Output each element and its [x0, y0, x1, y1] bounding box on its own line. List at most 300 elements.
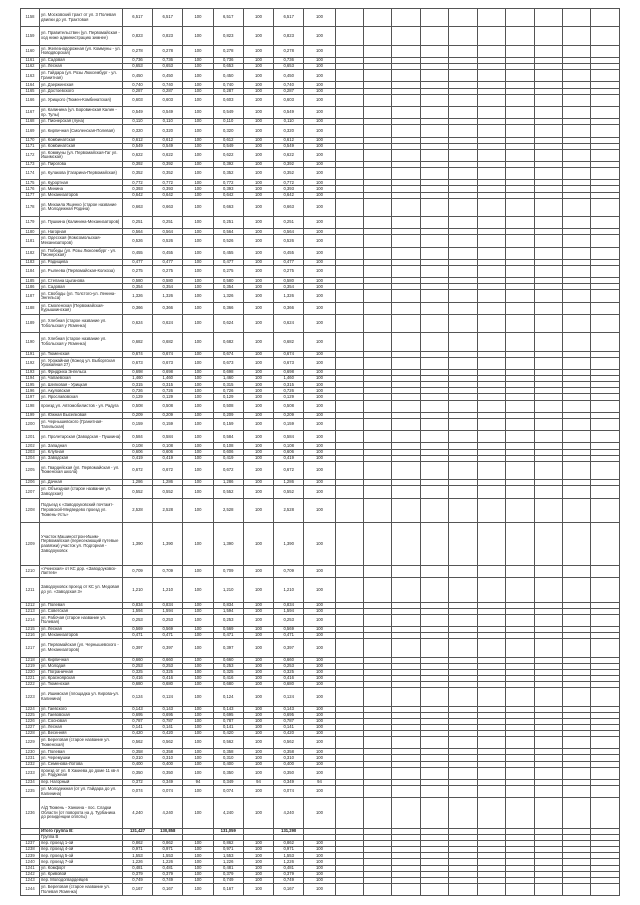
- empty-cell: [335, 94, 363, 106]
- empty-cell: [449, 431, 477, 443]
- cell-a: 0,682: [122, 333, 152, 351]
- cell-a: 0,564: [122, 229, 152, 235]
- table-row: [21, 247, 620, 259]
- empty-cell: [364, 125, 392, 137]
- cell-f: 0,663: [274, 198, 304, 216]
- cell-d: 0,663: [213, 198, 243, 216]
- cell-b: 0,584: [153, 431, 183, 443]
- cell-name: ул. Хлебная (старое название ул. Тобольская у Ясменка): [40, 333, 123, 351]
- table-row: [21, 314, 620, 332]
- empty-cell: [335, 9, 363, 27]
- empty-cell: [506, 333, 534, 351]
- cell-f: 0,450: [274, 70, 304, 82]
- cell-c: 94: [183, 779, 213, 785]
- cell-f: 0,823: [274, 27, 304, 45]
- cell-f: 0,624: [274, 314, 304, 332]
- empty-cell: [591, 302, 620, 314]
- empty-cell: [449, 578, 477, 603]
- cell-f: 0,622: [274, 149, 304, 161]
- cell-b: 1,210: [153, 578, 183, 603]
- cell-c: 100: [183, 798, 213, 829]
- empty-cell: [534, 290, 562, 302]
- cell-a: 1,594: [122, 608, 152, 614]
- cell-n: 1180: [21, 229, 40, 235]
- cell-a: 0,287: [122, 88, 152, 94]
- cell-f: 0,124: [274, 688, 304, 706]
- empty-cell: [534, 302, 562, 314]
- empty-cell: [449, 235, 477, 247]
- cell-name: ул. Береговая (старое название ул. Полевая Ясменка): [40, 883, 123, 895]
- cell-f: 0,074: [274, 786, 304, 798]
- cell-n: 1192: [21, 357, 40, 369]
- empty-cell: [563, 786, 591, 798]
- cell-e: 100: [243, 675, 273, 681]
- empty-cell: [364, 786, 392, 798]
- cell-a: 0,393: [122, 186, 152, 192]
- cell-d: 0,352: [213, 168, 243, 180]
- cell-e: 100: [243, 266, 273, 278]
- empty-cell: [420, 168, 448, 180]
- cell-name: ул. Комфорт: [40, 865, 123, 871]
- cell-f: 4,240: [274, 798, 304, 829]
- empty-cell: [477, 767, 505, 779]
- empty-cell: [534, 198, 562, 216]
- empty-cell: [477, 786, 505, 798]
- cell-n: 1187: [21, 290, 40, 302]
- empty-cell: [591, 9, 620, 27]
- cell-name: ул. Весенняя: [40, 731, 123, 737]
- empty-cell: [392, 614, 420, 626]
- cell-c: 100: [183, 565, 213, 577]
- empty-cell: [591, 333, 620, 351]
- empty-cell: [392, 688, 420, 706]
- empty-cell: [563, 565, 591, 577]
- empty-cell: [392, 333, 420, 351]
- cell-a: 0,749: [122, 877, 152, 883]
- cell-b: 0,862: [153, 841, 183, 847]
- cell-c: 100: [183, 724, 213, 730]
- empty-cell: [449, 400, 477, 412]
- cell-f: 1,594: [274, 608, 304, 614]
- cell-b: 0,772: [153, 180, 183, 186]
- cell-name: проезд от ул. 8 Хакиева до доме 11 кв-л ул. Радужная: [40, 767, 123, 779]
- empty-cell: [563, 290, 591, 302]
- cell-n: 1183: [21, 259, 40, 265]
- cell-n: 1213: [21, 608, 40, 614]
- empty-cell: [335, 400, 363, 412]
- empty-cell: [364, 688, 392, 706]
- cell-d: 0,325: [213, 669, 243, 675]
- cell-n: 1179: [21, 217, 40, 229]
- cell-name: ул. Черемушки: [40, 755, 123, 761]
- cell-e: 100: [243, 418, 273, 430]
- empty-cell: [335, 786, 363, 798]
- cell-e: 100: [243, 608, 273, 614]
- empty-cell: [506, 461, 534, 479]
- empty-cell: [449, 9, 477, 27]
- cell-d: 0,477: [213, 259, 243, 265]
- cell-c: 100: [183, 480, 213, 486]
- cell-b: 1,326: [153, 290, 183, 302]
- table-row: [21, 786, 620, 798]
- cell-b: 1,553: [153, 853, 183, 859]
- cell-g: 100: [304, 798, 335, 829]
- cell-d: 0,143: [213, 706, 243, 712]
- empty-cell: [534, 565, 562, 577]
- cell-name: ул. Комбинатская: [40, 137, 123, 143]
- cell-c: 100: [183, 688, 213, 706]
- cell-name: ул. Степана Цыганова: [40, 278, 123, 284]
- cell-a: 0,477: [122, 259, 152, 265]
- cell-g: 100: [304, 64, 335, 70]
- empty-cell: [506, 767, 534, 779]
- cell-d: 0,682: [213, 333, 243, 351]
- cell-c: 100: [183, 266, 213, 278]
- cell-b: 0,358: [153, 749, 183, 755]
- cell-e: 100: [243, 94, 273, 106]
- cell-c: 100: [183, 639, 213, 657]
- cell-d: 0,481: [213, 865, 243, 871]
- cell-b: 1,286: [153, 480, 183, 486]
- cell-name: ул. Шелковая - Урицкая: [40, 382, 123, 388]
- cell-f: 0,209: [274, 412, 304, 418]
- cell-c: 100: [183, 94, 213, 106]
- empty-cell: [534, 149, 562, 161]
- cell-a: 0,663: [122, 198, 152, 216]
- cell-c: 100: [183, 853, 213, 859]
- cell-e: 100: [243, 27, 273, 45]
- cell-name: ул. Южная Выселковая: [40, 412, 123, 418]
- empty-cell: [591, 786, 620, 798]
- cell-n: 1230: [21, 749, 40, 755]
- empty-cell: [364, 217, 392, 229]
- cell-e: 100: [243, 663, 273, 669]
- empty-cell: [591, 27, 620, 45]
- cell-f: 0,400: [274, 761, 304, 767]
- cell-b: 0,682: [153, 333, 183, 351]
- cell-b: 0,141: [153, 724, 183, 730]
- cell-d: 0,167: [213, 883, 243, 895]
- empty-cell: [392, 639, 420, 657]
- table-row: [21, 106, 620, 118]
- cell-e: 100: [243, 168, 273, 180]
- cell-a: 0,673: [122, 357, 152, 369]
- cell-n: 1215: [21, 627, 40, 633]
- cell-a: 0,680: [122, 682, 152, 688]
- cell-name: ул. Заводская: [40, 455, 123, 461]
- empty-cell: [420, 94, 448, 106]
- cell-g: 100: [304, 302, 335, 314]
- cell-f: 1,460: [274, 376, 304, 382]
- empty-cell: [477, 431, 505, 443]
- cell-name: ул. Фридриха Энгельса: [40, 370, 123, 376]
- cell-name: ул. Кирпичная: [40, 657, 123, 663]
- cell-g: 100: [304, 168, 335, 180]
- empty-cell: [477, 217, 505, 229]
- empty-cell: [534, 418, 562, 430]
- cell-n: 1201: [21, 431, 40, 443]
- empty-cell: [449, 486, 477, 498]
- cell-g: 100: [304, 633, 335, 639]
- table-row: [21, 266, 620, 278]
- cell-n: 1222: [21, 682, 40, 688]
- cell-name: ул. Московский тракт от ул. 3 Полевая двилки до ул. Трактовая: [40, 9, 123, 27]
- table-row: [21, 431, 620, 443]
- empty-cell: [364, 461, 392, 479]
- empty-cell: [420, 639, 448, 657]
- empty-cell: [420, 883, 448, 895]
- empty-cell: [420, 125, 448, 137]
- empty-cell: [392, 498, 420, 523]
- cell-b: 0,660: [153, 657, 183, 663]
- cell-e: 100: [243, 859, 273, 865]
- cell-g: 100: [304, 675, 335, 681]
- empty-cell: [449, 523, 477, 566]
- cell-f: 0,569: [274, 627, 304, 633]
- cell-d: 0,971: [213, 847, 243, 853]
- cell-d: 0,680: [213, 682, 243, 688]
- empty-cell: [364, 798, 392, 829]
- cell-e: 100: [243, 198, 273, 216]
- cell-f: 0,320: [274, 125, 304, 137]
- cell-e: 100: [243, 302, 273, 314]
- empty-cell: [534, 357, 562, 369]
- empty-cell: [449, 786, 477, 798]
- table-row: [21, 798, 620, 829]
- empty-cell: [563, 461, 591, 479]
- empty-cell: [420, 27, 448, 45]
- empty-cell: [506, 217, 534, 229]
- cell-c: 100: [183, 186, 213, 192]
- empty-cell: [477, 45, 505, 57]
- table-row: [21, 688, 620, 706]
- cell-n: 1209: [21, 523, 40, 566]
- cell-n: 1171: [21, 143, 40, 149]
- empty-cell: [477, 357, 505, 369]
- table-row: [21, 235, 620, 247]
- empty-cell: [506, 883, 534, 895]
- cell-n: 1243: [21, 877, 40, 883]
- cell-c: 100: [183, 278, 213, 284]
- cell-a: 0,074: [122, 786, 152, 798]
- cell-a: 0,416: [122, 675, 152, 681]
- cell-n: 1204: [21, 455, 40, 461]
- cell-a: 0,772: [122, 180, 152, 186]
- cell-b: 0,673: [153, 357, 183, 369]
- cell-g: 100: [304, 486, 335, 498]
- empty-cell: [591, 247, 620, 259]
- cell-d: 0,642: [213, 192, 243, 198]
- cell-n: 1177: [21, 192, 40, 198]
- empty-cell: [506, 27, 534, 45]
- cell-d: 0,287: [213, 88, 243, 94]
- cell-name: Итого группа В:: [40, 828, 123, 834]
- cell-d: 1,390: [213, 523, 243, 566]
- cell-name: Заводоуковск проезд от КС ул. Медовая до ул. «Заводская 3»: [40, 578, 123, 603]
- empty-cell: [335, 767, 363, 779]
- table-row: [21, 125, 620, 137]
- cell-f: 1,390: [274, 523, 304, 566]
- cell-e: 100: [243, 106, 273, 118]
- cell-f: 0,287: [274, 88, 304, 94]
- cell-e: 100: [243, 186, 273, 192]
- empty-cell: [477, 523, 505, 566]
- cell-g: 100: [304, 412, 335, 418]
- cell-f: 0,354: [274, 284, 304, 290]
- cell-a: 0,526: [122, 235, 152, 247]
- cell-g: 100: [304, 731, 335, 737]
- cell-e: 100: [243, 498, 273, 523]
- empty-cell: [477, 94, 505, 106]
- empty-cell: [534, 461, 562, 479]
- empty-cell: [335, 883, 363, 895]
- empty-cell: [420, 486, 448, 498]
- cell-g: 100: [304, 755, 335, 761]
- cell-n: 1223: [21, 688, 40, 706]
- cell-n: 1184: [21, 266, 40, 278]
- cell-e: 100: [243, 9, 273, 27]
- cell-g: 100: [304, 431, 335, 443]
- cell-f: 0,159: [274, 418, 304, 430]
- cell-e: 100: [243, 724, 273, 730]
- cell-d: 6,517: [213, 9, 243, 27]
- cell-name: ул. Механизаторов: [40, 633, 123, 639]
- empty-cell: [506, 125, 534, 137]
- cell-b: 0,481: [153, 865, 183, 871]
- cell-c: 100: [183, 608, 213, 614]
- empty-cell: [392, 106, 420, 118]
- empty-cell: [591, 125, 620, 137]
- cell-f: 0,642: [274, 192, 304, 198]
- cell-n: 1236: [21, 798, 40, 829]
- cell-c: 100: [183, 418, 213, 430]
- cell-f: 0,253: [274, 663, 304, 669]
- cell-d: 0,124: [213, 688, 243, 706]
- cell-n: 1160: [21, 45, 40, 57]
- cell-c: 100: [183, 498, 213, 523]
- cell-g: 100: [304, 149, 335, 161]
- cell-f: 0,251: [274, 217, 304, 229]
- empty-cell: [449, 883, 477, 895]
- cell-e: 100: [243, 786, 273, 798]
- cell-g: 100: [304, 382, 335, 388]
- cell-f: 0,366: [274, 302, 304, 314]
- empty-cell: [534, 217, 562, 229]
- empty-cell: [392, 767, 420, 779]
- cell-n: 1238: [21, 847, 40, 853]
- empty-cell: [364, 149, 392, 161]
- cell-c: 100: [183, 217, 213, 229]
- cell-d: 0,315: [213, 382, 243, 388]
- cell-a: 0,372: [122, 779, 152, 785]
- cell-d: 131,059: [213, 828, 243, 834]
- empty-cell: [364, 247, 392, 259]
- cell-n: 1165: [21, 88, 40, 94]
- cell-b: 0,603: [153, 94, 183, 106]
- empty-cell: [506, 266, 534, 278]
- empty-cell: [534, 614, 562, 626]
- cell-g: 100: [304, 161, 335, 167]
- empty-cell: [364, 639, 392, 657]
- cell-name: ул. Рылеева (Первомайская-Колхоза): [40, 266, 123, 278]
- cell-d: 0,110: [213, 119, 243, 125]
- cell-n: 1220: [21, 669, 40, 675]
- cell-b: 0,834: [153, 602, 183, 608]
- cell-n: 1240: [21, 859, 40, 865]
- empty-cell: [591, 431, 620, 443]
- cell-name: ул. Полевая: [40, 602, 123, 608]
- cell-d: 0,471: [213, 633, 243, 639]
- cell-f: 0,477: [274, 259, 304, 265]
- cell-c: 100: [183, 657, 213, 663]
- empty-cell: [477, 247, 505, 259]
- cell-n: 1208: [21, 498, 40, 523]
- cell-f: 0,726: [274, 388, 304, 394]
- empty-cell: [477, 688, 505, 706]
- empty-cell: [534, 400, 562, 412]
- cell-n: 1172: [21, 149, 40, 161]
- cell-e: 100: [243, 761, 273, 767]
- cell-f: 0,379: [274, 871, 304, 877]
- cell-name: ул. Советская: [40, 608, 123, 614]
- cell-c: 100: [183, 682, 213, 688]
- cell-a: 0,606: [122, 449, 152, 455]
- cell-n: 1242: [21, 871, 40, 877]
- empty-cell: [392, 400, 420, 412]
- empty-cell: [591, 461, 620, 479]
- cell-name: ул. Урожайная (Кожед ул. Выборгская Урожайная 27): [40, 357, 123, 369]
- empty-cell: [506, 106, 534, 118]
- cell-b: 0,352: [153, 168, 183, 180]
- cell-g: 100: [304, 106, 335, 118]
- cell-e: 100: [243, 394, 273, 400]
- cell-a: 6,517: [122, 9, 152, 27]
- empty-cell: [420, 106, 448, 118]
- cell-e: 100: [243, 229, 273, 235]
- empty-cell: [563, 9, 591, 27]
- empty-cell: [449, 27, 477, 45]
- cell-name: ул. Пушкина (Калинина-Механизаторов): [40, 217, 123, 229]
- cell-a: 0,834: [122, 602, 152, 608]
- table-row: [21, 333, 620, 351]
- empty-cell: [563, 400, 591, 412]
- cell-f: 0,564: [274, 229, 304, 235]
- empty-cell: [477, 27, 505, 45]
- cell-g: 100: [304, 418, 335, 430]
- cell-e: 100: [243, 70, 273, 82]
- cell-name: ул. Пирогова: [40, 161, 123, 167]
- cell-e: 100: [243, 143, 273, 149]
- cell-c: 100: [183, 119, 213, 125]
- empty-cell: [506, 45, 534, 57]
- cell-name: ул. Хлебная (старое название ул. Тобольская у Ясменка): [40, 314, 123, 332]
- cell-g: 100: [304, 608, 335, 614]
- empty-cell: [364, 523, 392, 566]
- cell-e: 100: [243, 706, 273, 712]
- cell-a: 0,549: [122, 106, 152, 118]
- empty-cell: [335, 565, 363, 577]
- cell-name: ул. Гаевовская: [40, 712, 123, 718]
- empty-cell: [563, 418, 591, 430]
- empty-cell: [335, 125, 363, 137]
- cell-b: 0,606: [153, 449, 183, 455]
- empty-cell: [506, 498, 534, 523]
- empty-cell: [591, 767, 620, 779]
- cell-g: 100: [304, 786, 335, 798]
- empty-cell: [591, 198, 620, 216]
- cell-a: 0,110: [122, 119, 152, 125]
- cell-e: 100: [243, 443, 273, 449]
